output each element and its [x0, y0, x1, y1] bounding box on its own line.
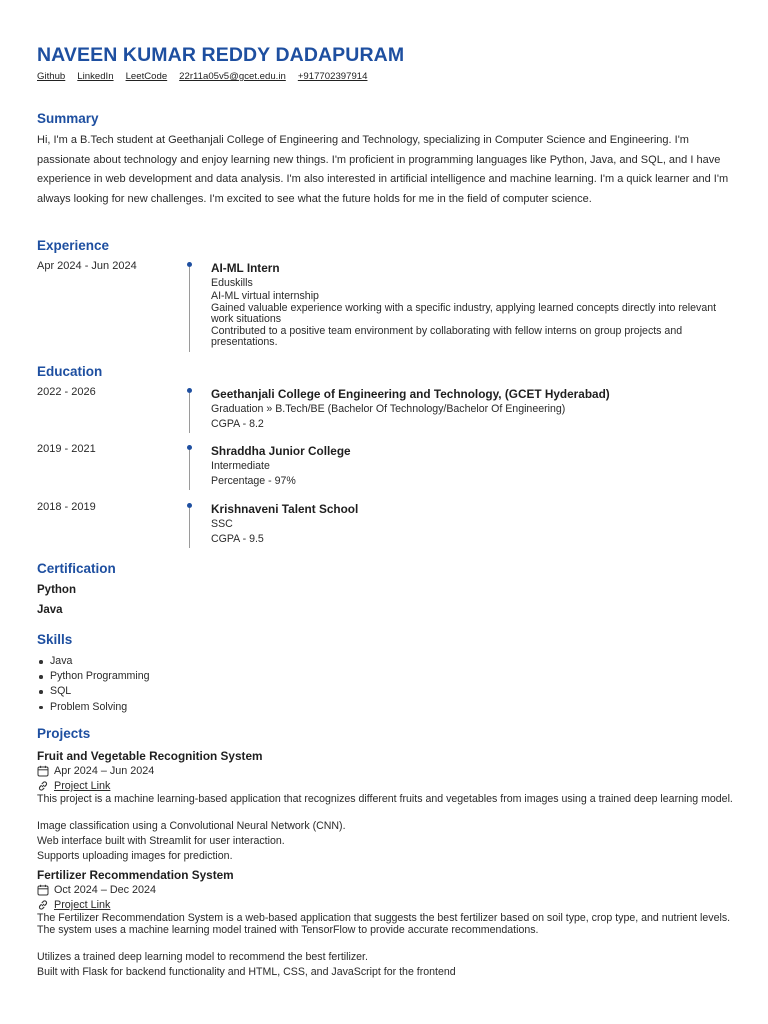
skills-list: [37, 654, 150, 715]
skill-item: SQL: [37, 684, 150, 699]
skill-item: Python Programming: [37, 669, 150, 684]
phone-link[interactable]: +917702397914: [297, 71, 368, 82]
project-description: This project is a machine learning-based application that recognizes different fruits and vegetables from images using a trained deep learning model.: [37, 793, 733, 805]
project-dates-row: [37, 765, 154, 777]
github-link[interactable]: Github: [37, 71, 66, 82]
project-point: Image classification using a Convolutional Neural Network (CNN).: [37, 820, 346, 832]
experience-heading: Experience: [37, 238, 110, 253]
education-school: Geethanjali College of Engineering and Technology, (GCET Hyderabad): [211, 387, 610, 401]
link-icon: [37, 899, 49, 911]
project-link[interactable]: Project Link: [54, 899, 111, 911]
education-body: [211, 501, 731, 547]
project-point: Supports uploading images for prediction.: [37, 850, 233, 862]
candidate-name: NAVEEN KUMAR REDDY DADAPURAM: [37, 44, 405, 66]
summary-heading: Summary: [37, 111, 99, 126]
timeline-line: [189, 508, 190, 548]
timeline-line: [189, 267, 190, 352]
leetcode-link[interactable]: LeetCode: [125, 71, 168, 82]
project-point: Utilizes a trained deep learning model to recommend the best fertilizer.: [37, 951, 368, 963]
experience-title: AI-ML Intern: [211, 261, 280, 275]
experience-desc: Gained valuable experience working with a specific industry, applying learned concepts directly into relevant work situations: [211, 301, 717, 326]
education-degree: Intermediate: [211, 460, 270, 472]
timeline-line: [189, 450, 190, 490]
certification-heading: Certification: [37, 561, 116, 576]
calendar-icon: [37, 765, 49, 777]
experience-body: [211, 260, 731, 349]
education-heading: Education: [37, 364, 103, 379]
project-link-row[interactable]: [37, 899, 110, 911]
linkedin-link[interactable]: LinkedIn: [77, 71, 114, 82]
certification-item: Python: [37, 584, 76, 596]
project-dates: Oct 2024 – Dec 2024: [54, 884, 157, 896]
education-dates: 2018 - 2019: [37, 501, 96, 513]
timeline-line: [189, 393, 190, 433]
certification-item: Java: [37, 604, 63, 616]
education-score: CGPA - 9.5: [211, 533, 264, 545]
education-body: [211, 443, 731, 489]
education-school: Shraddha Junior College: [211, 444, 351, 458]
project-title: Fruit and Vegetable Recognition System: [37, 749, 263, 763]
project-link-row[interactable]: [37, 780, 110, 792]
experience-desc: AI-ML virtual internship: [211, 290, 319, 302]
experience-dates: Apr 2024 - Jun 2024: [37, 260, 137, 272]
education-score: CGPA - 8.2: [211, 418, 264, 430]
education-school: Krishnaveni Talent School: [211, 502, 359, 516]
experience-desc: Contributed to a positive team environment by collaborating with fellow interns on group projects and presentations.: [211, 324, 683, 349]
project-point: Web interface built with Streamlit for user interaction.: [37, 835, 285, 847]
resume-page: [37, 0, 737, 1024]
project-description: The Fertilizer Recommendation System is a web-based application that suggests the best fertilizer based on soil type, crop type, and nutrient levels. The system uses a machine learning model trained with TensorFlow to provide accurate recommendations.: [37, 912, 731, 936]
contact-links: [37, 71, 379, 82]
project-point: Built with Flask for backend functionality and HTML, CSS, and JavaScript for the frontend: [37, 966, 456, 978]
projects-heading: Projects: [37, 726, 91, 741]
email-link[interactable]: 22r11a05v5@gcet.edu.in: [179, 71, 286, 82]
project-link[interactable]: Project Link: [54, 780, 111, 792]
link-icon: [37, 780, 49, 792]
education-degree: Graduation » B.Tech/BE (Bachelor Of Technology/Bachelor Of Engineering): [211, 403, 566, 415]
education-body: [211, 386, 731, 432]
experience-company: Eduskills: [211, 277, 253, 289]
education-score: Percentage - 97%: [211, 475, 296, 487]
calendar-icon: [37, 884, 49, 896]
education-degree: SSC: [211, 518, 233, 530]
project-title: Fertilizer Recommendation System: [37, 868, 234, 882]
skill-item: Problem Solving: [37, 700, 150, 715]
skills-heading: Skills: [37, 632, 73, 647]
skill-item: Java: [37, 654, 150, 669]
project-dates: Apr 2024 – Jun 2024: [54, 765, 155, 777]
summary-text: Hi, I'm a B.Tech student at Geethanjali College of Engineering and Technology, specializing in Computer Science and Engineering. I'm passionate about technology and enjoy learning new things. I'm proficient in programming languages like Python, Java, and SQL, and I have experience in web development and data analysis. I'm also interested in artificial intelligence and machine learning. I'm a quick learner and I'm always looking for new challenges. I'm excited to see what the future holds for me in the field of computer science.: [37, 134, 729, 205]
education-dates: 2022 - 2026: [37, 386, 96, 398]
education-dates: 2019 - 2021: [37, 443, 96, 455]
project-dates-row: [37, 884, 156, 896]
